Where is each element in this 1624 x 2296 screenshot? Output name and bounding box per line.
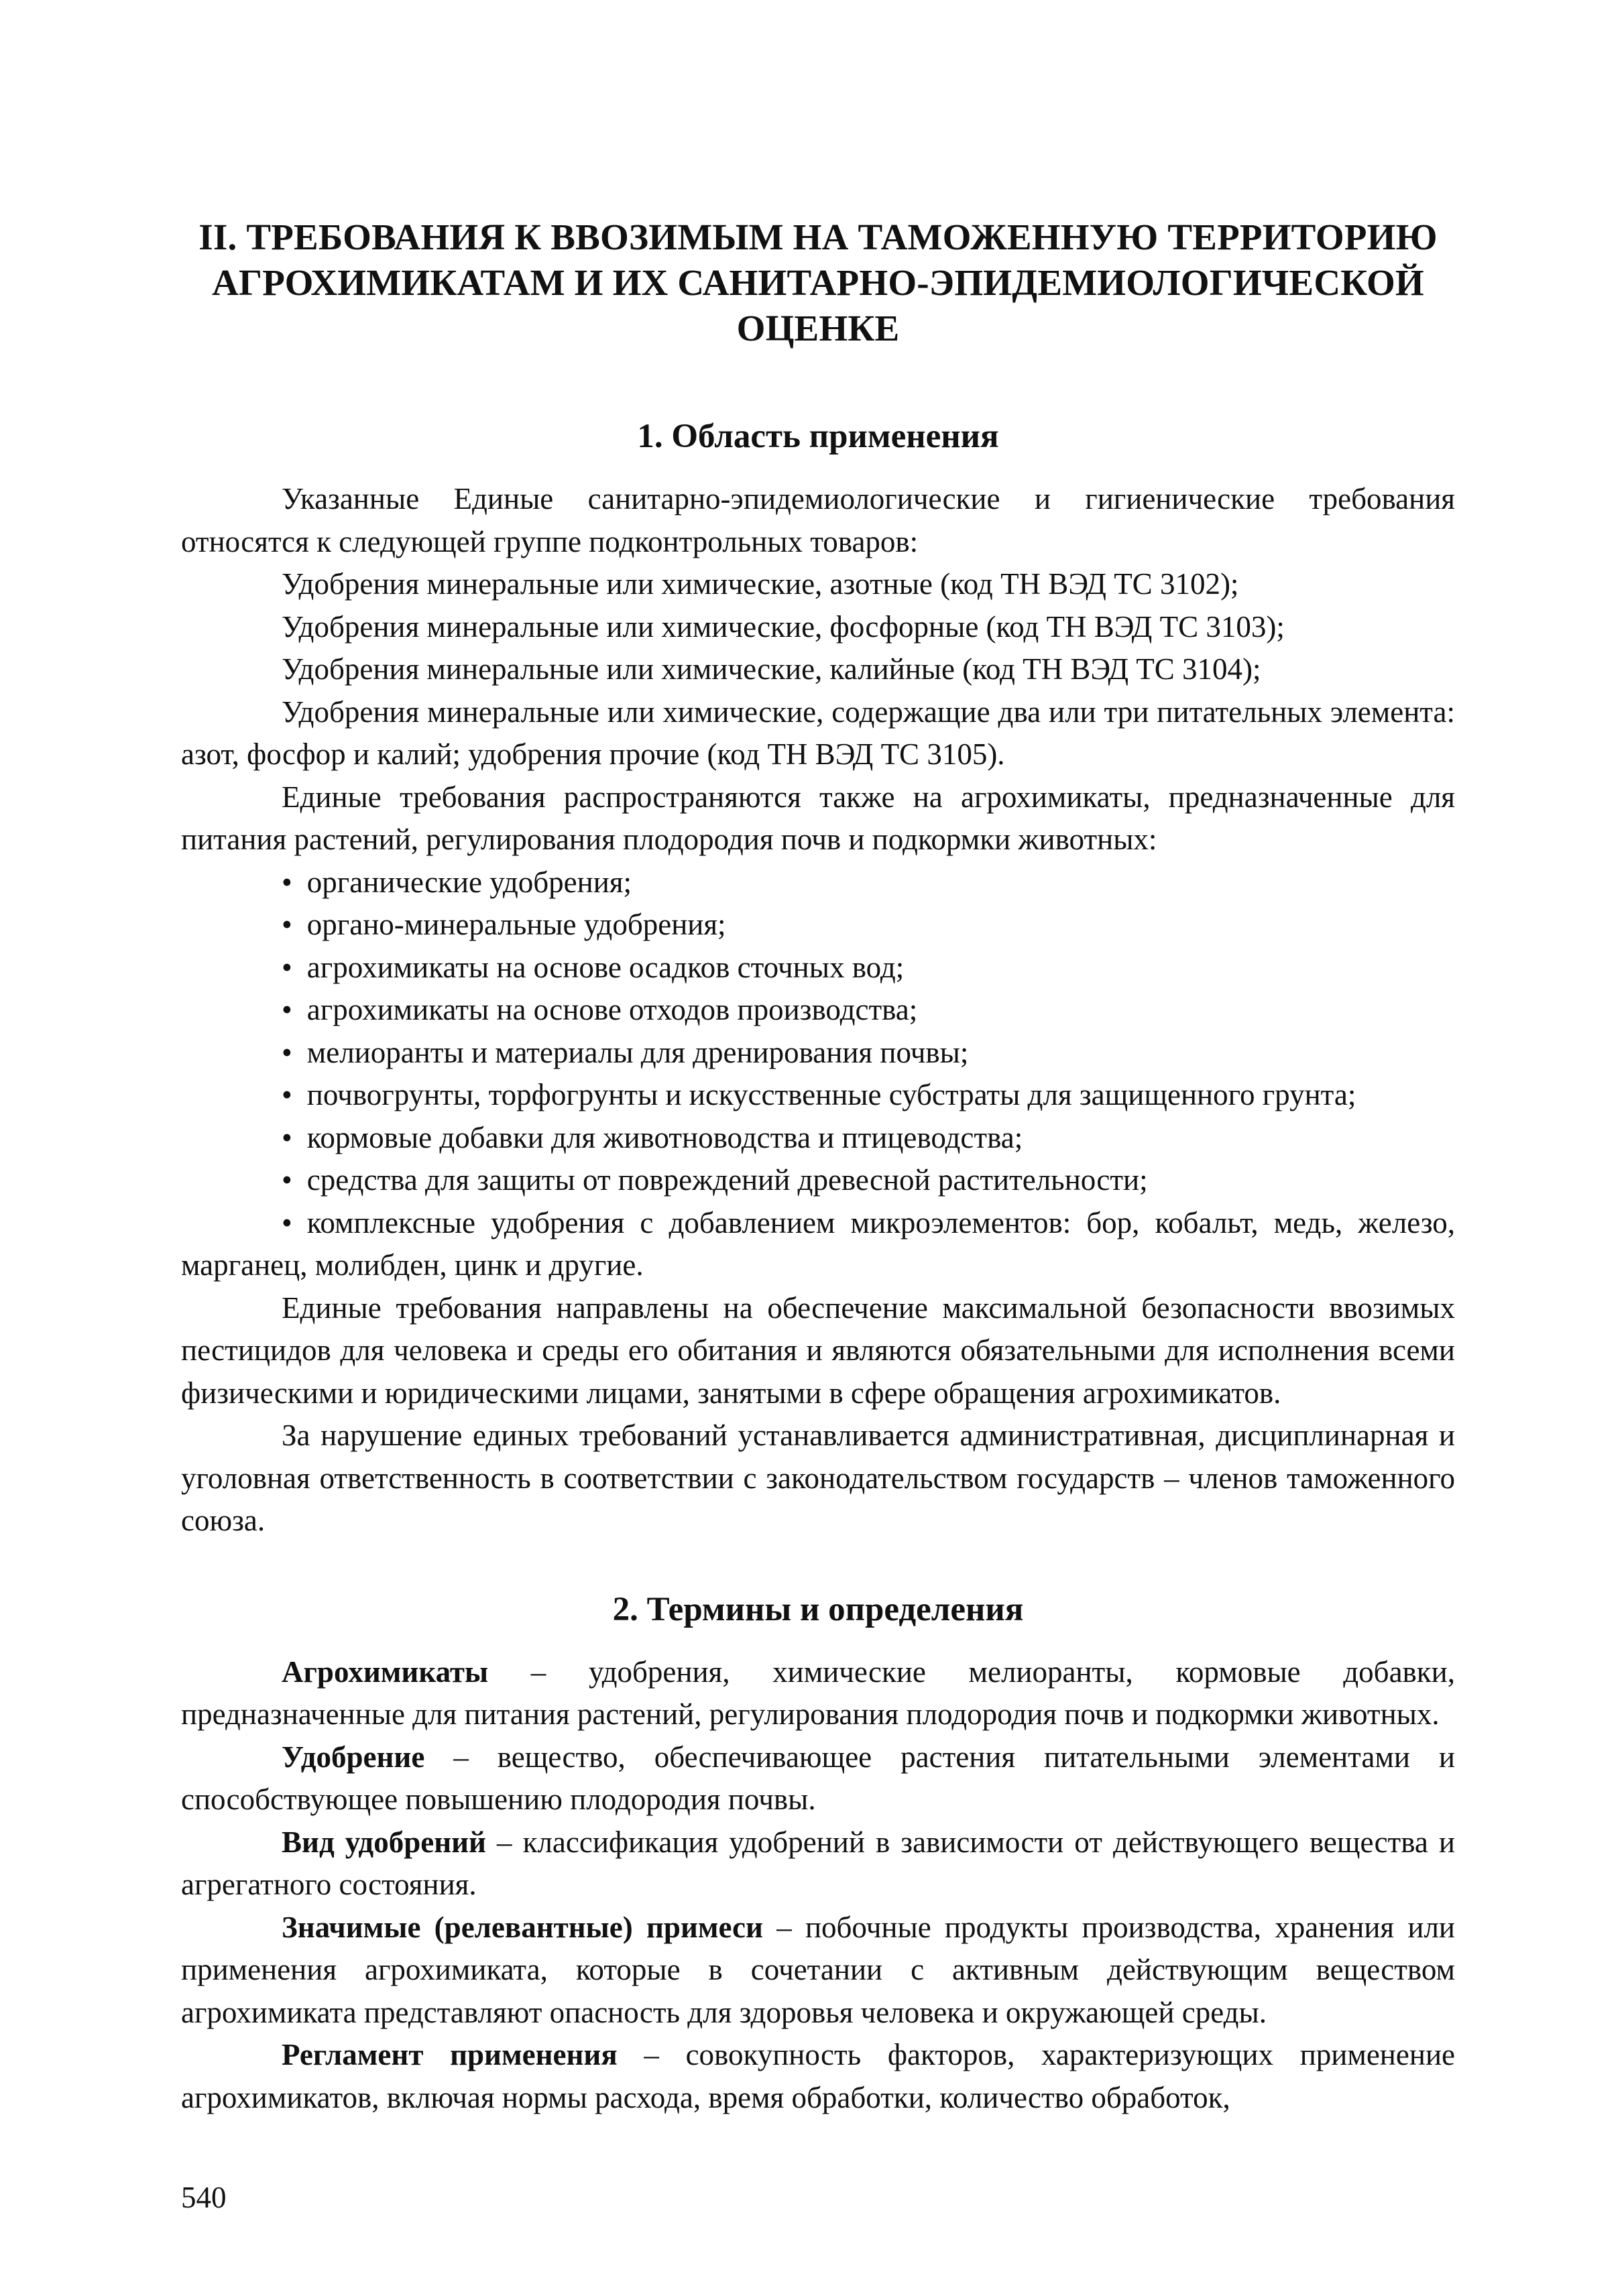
bullet-dot-icon: • <box>282 1035 292 1069</box>
definition-paragraph <box>181 1736 1455 1821</box>
bullet-item <box>181 1117 1455 1160</box>
goods-item: Удобрения минеральные или химические, калийные (код ТН ВЭД ТС 3104); <box>282 652 1261 686</box>
bullet-text: комплексные удобрения с добавлением микроэлементов: бор, кобальт, медь, железо, марганец, молибден, цинк и другие. <box>181 1205 1455 1282</box>
bullet-dot-icon: • <box>282 865 292 899</box>
definition-paragraph <box>181 1821 1455 1907</box>
goods-item: Удобрения минеральные или химические, фосфорные (код ТН ВЭД ТС 3103); <box>282 609 1285 644</box>
goods-item: Удобрения минеральные или химические, азотные (код ТН ВЭД ТС 3102); <box>282 567 1239 601</box>
bullet-item <box>181 1202 1455 1287</box>
section-1-intro: Указанные Единые санитарно-эпидемиологические и гигиенические требования относятся к следующей группе подконтрольных товаров: <box>181 482 1455 558</box>
section-1-purpose: Единые требования направлены на обеспечение максимальной безопасности ввозимых пестицидов для человека и среды его обитания и являются обязательными для исполнения всеми физическими и юридическими лицами, занятыми в сфере обращения агрохимикатов. <box>181 1290 1455 1410</box>
definition-paragraph <box>181 1651 1455 1736</box>
bullet-dot-icon: • <box>282 1163 292 1197</box>
bullet-text: средства для защиты от повреждений древесной растительности; <box>306 1163 1148 1197</box>
goods-item: Удобрения минеральные или химические, содержащие два или три питательных элемента: азот, фосфор и калий; удобрения прочие (код ТН ВЭД ТС 3105). <box>181 694 1455 771</box>
bullet-text: почвогрунты, торфогрунты и искусственные субстраты для защищенного грунта; <box>306 1078 1356 1111</box>
bullet-dot-icon: • <box>282 908 292 941</box>
title-line-3: ОЦЕНКЕ <box>736 308 900 349</box>
definition-paragraph <box>181 2034 1455 2119</box>
definition-term: Регламент применения <box>282 2038 618 2071</box>
definition-text: – удобрения, химические мелиоранты, кормовые добавки, предназначенные для питания растений, регулирования плодородия почв и подкормки животных. <box>181 1654 1455 1731</box>
bullet-text: органо-минеральные удобрения; <box>306 908 726 941</box>
document-page <box>181 215 1455 2119</box>
bullet-dot-icon: • <box>282 993 292 1026</box>
page-number: 540 <box>181 2181 227 2214</box>
bullet-item <box>181 861 1455 904</box>
bullet-item <box>181 947 1455 989</box>
definition-term: Значимые (релевантные) примеси <box>282 1910 763 1944</box>
title-line-2: АГРОХИМИКАТАМ И ИХ САНИТАРНО-ЭПИДЕМИОЛОГИЧЕСКОЙ <box>212 262 1424 303</box>
definition-text: – совокупность факторов, характеризующих применение агрохимикатов, включая нормы расхода, время обработки, количество обработок, <box>181 2038 1456 2114</box>
bullet-item <box>181 1032 1455 1075</box>
bullet-item <box>181 904 1455 947</box>
section-1-extends: Единые требования распространяются также на агрохимикаты, предназначенные для питания растений, регулирования плодородия почв и подкормки животных: <box>181 780 1455 856</box>
section-1-liability: За нарушение единых требований устанавливается административная, дисциплинарная и уголовная ответственность в соответствии с законодательством государств – членов таможенного союза. <box>181 1418 1455 1537</box>
bullet-dot-icon: • <box>282 950 292 984</box>
definition-term: Удобрение <box>282 1740 425 1774</box>
section-2-heading: 2. Термины и определения <box>612 1590 1024 1628</box>
definition-term: Вид удобрений <box>282 1825 486 1859</box>
bullet-item <box>181 989 1455 1032</box>
definition-term: Агрохимикаты <box>282 1654 489 1689</box>
bullet-dot-icon: • <box>282 1120 292 1154</box>
definition-text: – побочные продукты производства, хранения или применения агрохимиката, которые в сочетании с активным действующим веществом агрохимиката представляют опасность для здоровья человека и окружающей среды. <box>181 1910 1455 2029</box>
definition-text: – вещество, обеспечивающее растения питательными элементами и способствующее повышению плодородия почвы. <box>181 1740 1455 1816</box>
bullet-item <box>181 1074 1455 1117</box>
bullet-dot-icon: • <box>282 1205 292 1240</box>
bullet-dot-icon: • <box>282 1078 292 1111</box>
bullet-text: мелиоранты и материалы для дренирования почвы; <box>306 1035 969 1069</box>
bullet-text: кормовые добавки для животноводства и птицеводства; <box>306 1120 1023 1154</box>
bullet-text: органические удобрения; <box>306 865 632 899</box>
definition-text: – классификация удобрений в зависимости от действующего вещества и агрегатного состояния. <box>181 1825 1455 1901</box>
bullet-item <box>181 1159 1455 1202</box>
bullet-text: агрохимикаты на основе осадков сточных вод; <box>306 950 905 984</box>
bullet-text: агрохимикаты на основе отходов производства; <box>306 993 918 1026</box>
title-line-1: II. ТРЕБОВАНИЯ К ВВОЗИМЫМ НА ТАМОЖЕННУЮ ТЕРРИТОРИЮ <box>198 217 1438 257</box>
section-1-heading: 1. Область применения <box>637 418 999 455</box>
definition-paragraph <box>181 1907 1455 2035</box>
document-title <box>181 215 1455 351</box>
